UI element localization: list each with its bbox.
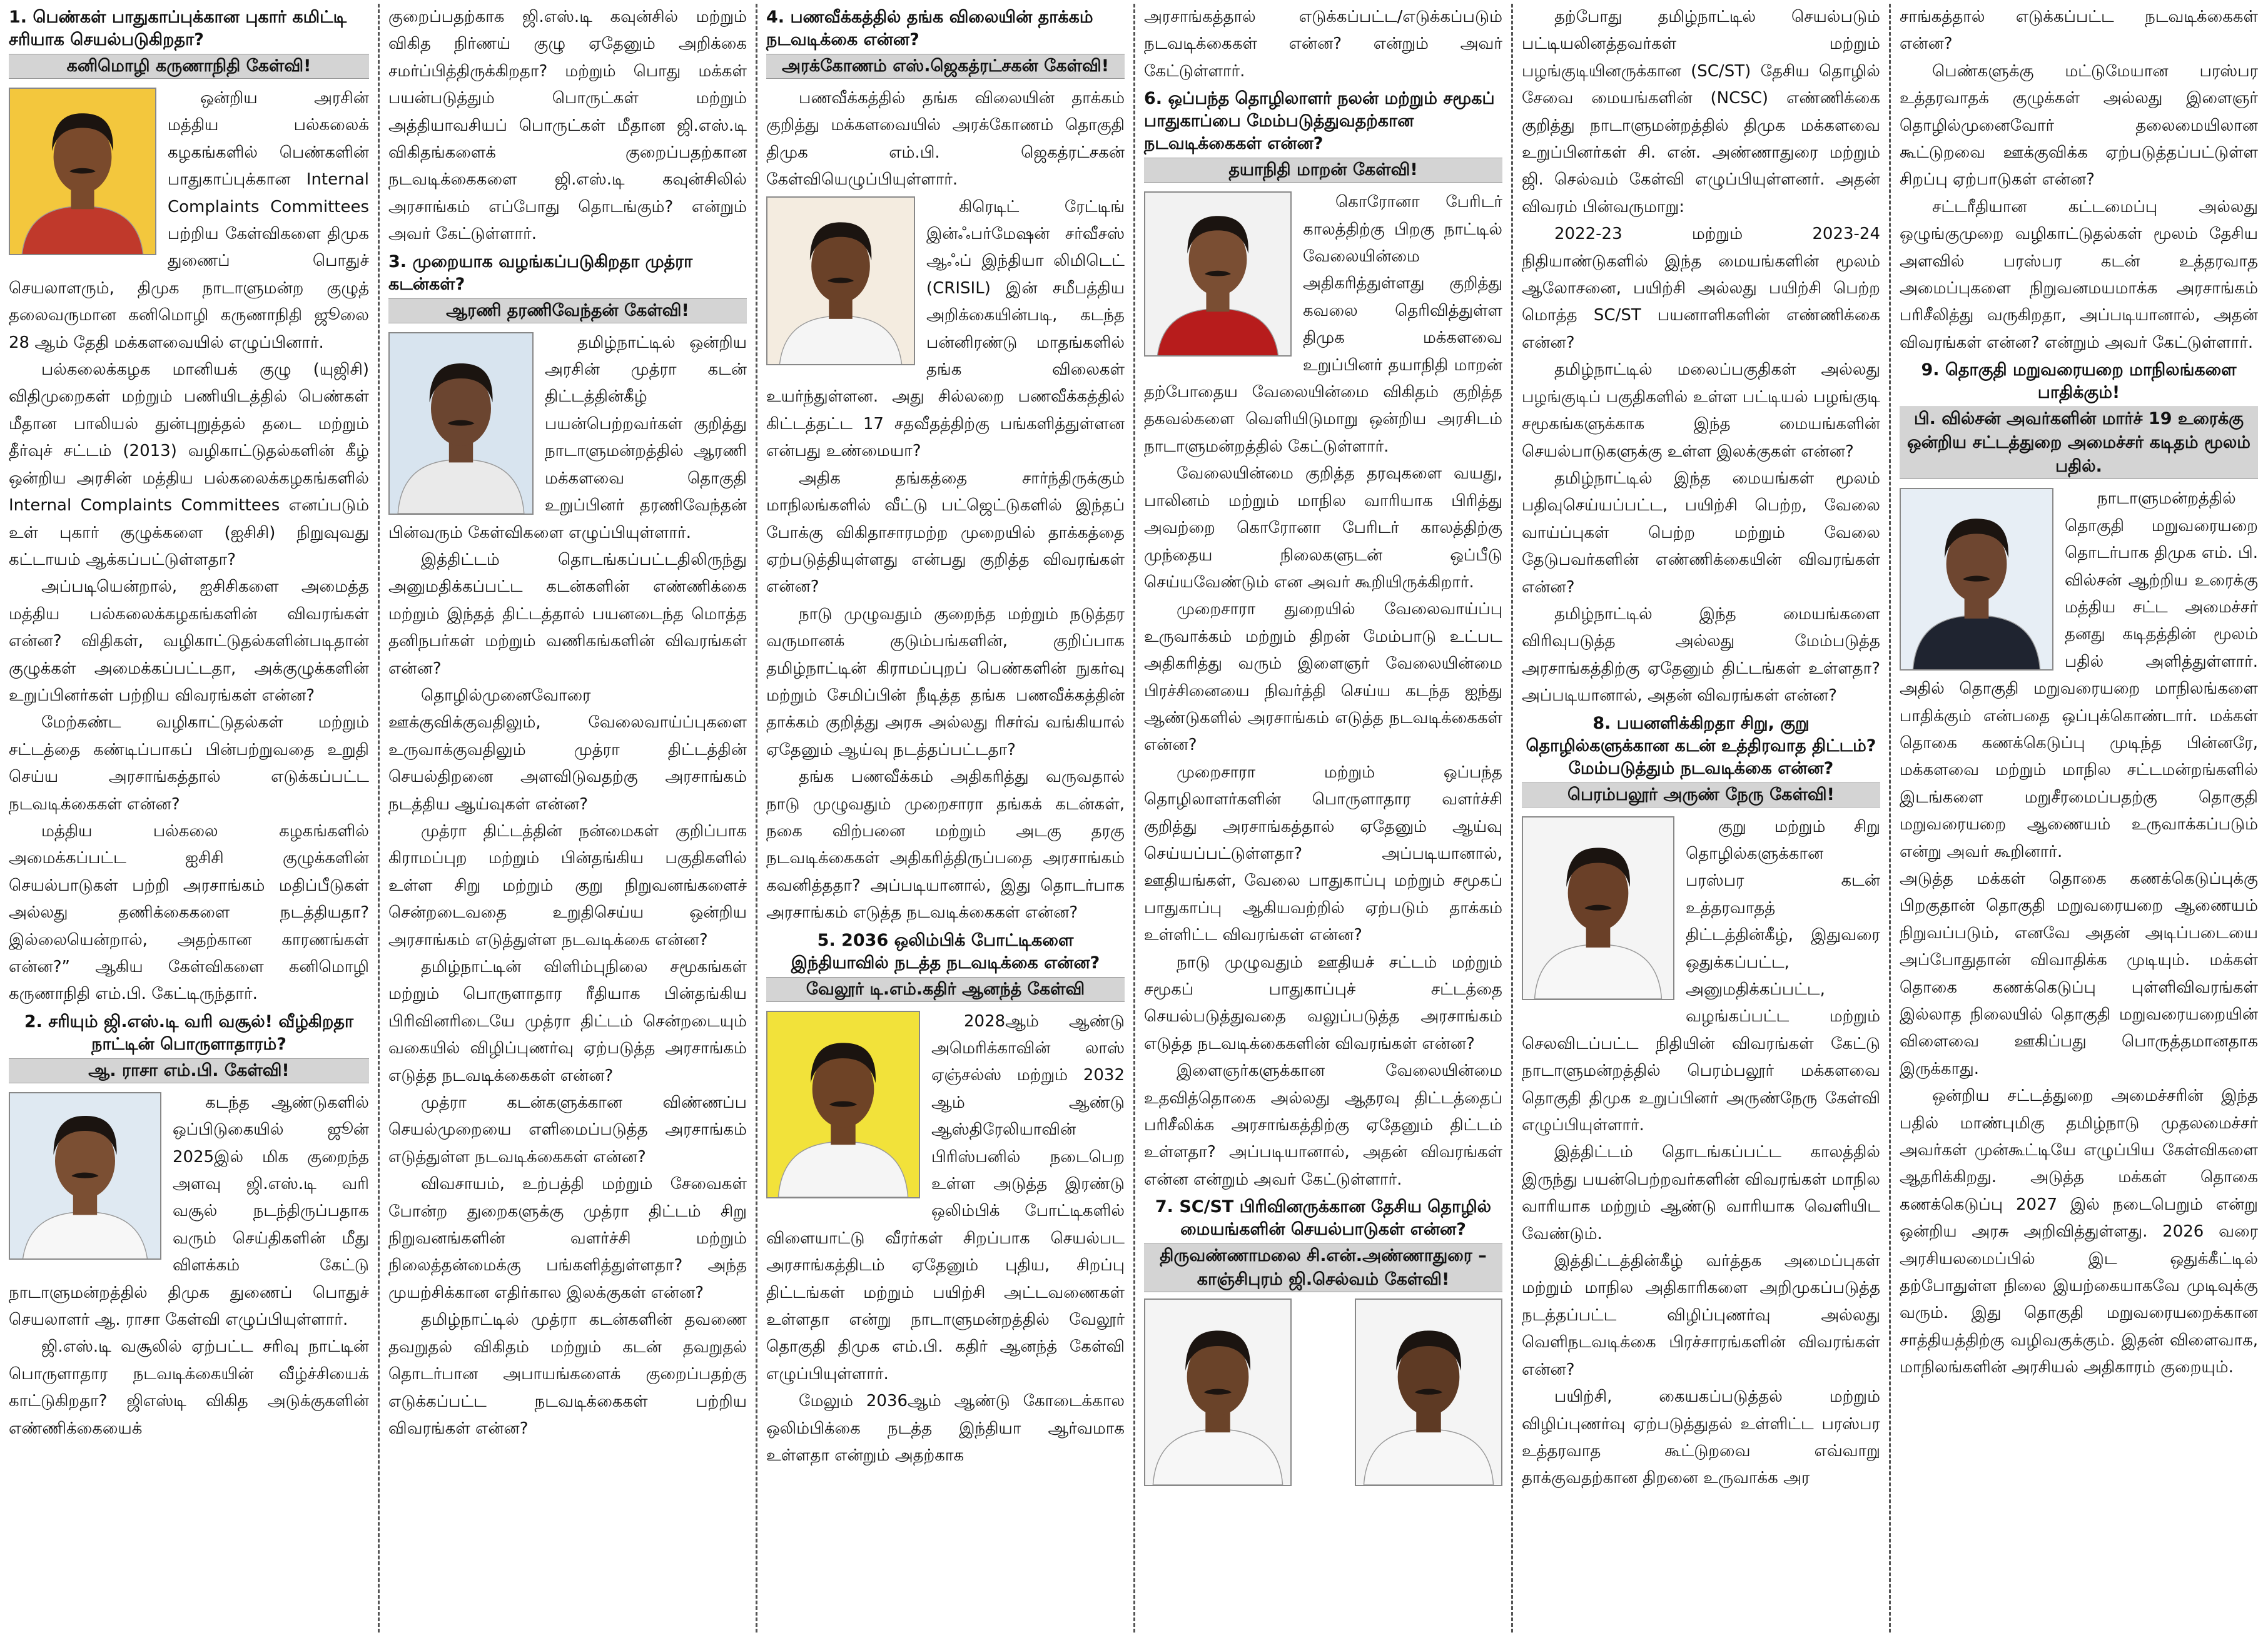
article-paragraph: மேற்கண்ட வழிகாட்டுதல்கள் மற்றும் சட்டத்தை கண்டிப்பாகப் பின்பற்றுவதை உறுதி செய்ய அரசாங்கத்தால் எடுக்கப்பட்ட நடவடிக்கைகள் என்ன? xyxy=(9,713,369,814)
asker-banner: பெரம்பலூர் அருண் நேரு கேள்வி! xyxy=(1522,782,1880,807)
article-paragraph: முறைசாரா மற்றும் ஒப்பந்த தொழிலாளர்களின் பொருளாதார வளர்ச்சி குறித்து அரசாங்கத்தால் ஏதேனும் ஆய்வு செய்யப்பட்டுள்ளதா? அப்படியானால், ஊதியங்கள், வேலை பாதுகாப்பு மற்றும் சமூகப் பாதுகாப்பு ஆகியவற்றில் ஏற்படும் தாக்கம் உள்ளிட்ட விவரங்கள் என்ன? xyxy=(1144,762,1502,945)
article-paragraph: மேலும் 2036ஆம் ஆண்டு கோடைக்கால ஒலிம்பிக்கை நடத்த இந்தியா ஆர்வமாக உள்ளதா என்றும் அதற்காக xyxy=(766,1392,1125,1465)
article-paragraph: தற்போது தமிழ்நாட்டில் செயல்படும் பட்டியலினத்தவர்கள் மற்றும் பழங்குடியினருக்கான (SC/ST) தேசிய தொழில் சேவை மையங்களின் (NCSC) எண்ணிக்கை குறித்து நாடாளுமன்றத்தில் திமுக மக்களவை உறுப்பினர்கள் சி. என். அண்ணாதுரை மற்றும் ஜி. செல்வம் கேள்வி எழுப்பியுள்ளனர். அதன் விவரம் பின்வருமாறு: xyxy=(1522,8,1880,216)
asker-banner: ஆரணி தரணிவேந்தன் கேள்வி! xyxy=(388,298,747,323)
article-paragraph: சட்டரீதியான கட்டமைப்பு அல்லது ஒழுங்குமுறை வழிகாட்டுதல்கள் மூலம் தேசிய அளவில் பரஸ்பர கடன் உத்தரவாத அமைப்புகளை நிறுவனமயமாக்க அரசாங்கம் பரிசீலித்து வருகிறதா, அப்படியானால், அதன் விவரங்கள் என்ன? என்றும் அவர் கேட்டுள்ளார். xyxy=(1900,197,2258,352)
article-paragraph: அப்படியென்றால், ஐசிசிகளை அமைத்த மத்திய பல்கலைக்கழகங்களின் விவரங்கள் என்ன? விதிகள், வழிகாட்டுதல்களின்படிதான் குழுக்கள் அமைக்கப்பட்டதா, அக்குழுக்களின் உறுப்பினர்கள் பற்றிய விவரங்கள் என்ன? xyxy=(9,577,369,705)
article-paragraph: தமிழ்நாட்டில் இந்த மையங்களை விரிவுபடுத்த அல்லது மேம்படுத்த அரசாங்கத்திற்கு ஏதேனும் திட்டங்கள் உள்ளதா? அப்படியானால், அதன் விவரங்கள் என்ன? xyxy=(1522,604,1880,706)
selvam-photo xyxy=(1355,1298,1502,1486)
article-paragraph: ஒன்றிய அரசின் மத்திய பல்கலைக் கழகங்களில் பெண்களின் பாதுகாப்புக்கான Internal Complaints Committees பற்றிய கேள்விகளை திமுக துணைப் பொதுச் செயலாளரும், திமுக நாடாளுமன்ற குழுத் தலைவருமான கனிமொழி கருணாநிதி ஜூலை 28 ஆம் தேதி மக்களவையில் எழுப்பினார். xyxy=(9,89,369,352)
question-title: 8. பயனளிக்கிறதா சிறு, குறு தொழில்களுக்கான கடன் உத்திரவாத திட்டம்? மேம்படுத்தும் நடவடிக்கை என்ன? xyxy=(1526,713,1876,778)
arun-nehru-photo xyxy=(1522,816,1674,1000)
column-3 xyxy=(756,4,1133,1632)
question-title: 4. பணவீக்கத்தில் தங்க விலையின் தாக்கம் நடவடிக்கை என்ன? xyxy=(766,8,1093,49)
column-6 xyxy=(1889,4,2267,1632)
question-title: 5. 2036 ஒலிம்பிக் போட்டிகளை இந்தியாவில் நடத்த நடவடிக்கை என்ன? xyxy=(791,930,1100,973)
article-paragraph: கொரோனா பேரிடர் காலத்திற்கு பிறகு நாட்டில் வேலையின்மை அதிகரித்துள்ளது குறித்து கவலை தெரிவித்துள்ள திமுக மக்களவை உறுப்பினர் தயாநிதி மாறன் தற்போதைய வேலையின்மை விகிதம் குறித்த தகவல்களை வெளியிடுமாறு ஒன்றிய அரசிடம் நாடாளுமன்றத்தில் கேட்டுள்ளார். xyxy=(1144,193,1502,456)
article-paragraph: அடுத்த மக்கள் தொகை கணக்கெடுப்புக்கு பிறகுதான் தொகுதி மறுவரையறை ஆணையம் நிறுவப்படும், எனவே அதன் அடிப்படையை அப்போதுதான் விவாதிக்க முடியும். மக்கள் தொகை கணக்கெடுப்பு புள்ளிவிவரங்கள் இல்லாத நிலையில் தொகுதி மறுவரையறையின் விளைவை ஊகிப்பது பொருத்தமானதாக இருக்காது. xyxy=(1900,869,2258,1078)
article-paragraph: பல்கலைக்கழக மானியக் குழு (யுஜிசி) விதிமுறைகள் மற்றும் பணியிடத்தில் பெண்கள் மீதான பாலியல் துன்புறுத்தல் தடை மற்றும் தீர்வுச் சட்டம் (2013) வழிகாட்டுதல்களின் கீழ் ஒன்றிய அரசின் மத்திய பல்கலைக்கழகங்களில் Internal Complaints Committees எனப்படும் உள் புகார் குழுக்களை (ஐசிசி) நிறுவுவது கட்டாயம் ஆக்கப்பட்டுள்ளதா? xyxy=(9,360,369,569)
article-paragraph: தமிழ்நாட்டில் மலைப்பகுதிகள் அல்லது பழங்குடிப் பகுதிகளில் உள்ள பட்டியல் பழங்குடி சமூகங்களுக்காக இந்த மையங்களின் செயல்பாடுகளுக்கு உள்ள இலக்குகள் என்ன? xyxy=(1522,360,1880,461)
dayanidhi-photo xyxy=(1144,191,1292,357)
question-title: 2. சரியும் ஜி.எஸ்.டி வரி வசூல்! வீழ்கிறதா நாட்டின் பொருளாதாரம்? xyxy=(24,1011,354,1054)
article-paragraph: தமிழ்நாட்டின் விளிம்புநிலை சமூகங்கள் மற்றும் பொருளாதார ரீதியாக பின்தங்கிய பிரிவினரிடையே முத்ரா திட்டம் சென்றடையும் வகையில் விழிப்புணர்வு ஏற்படுத்த அரசாங்கம் எடுத்த நடவடிக்கைகள் என்ன? xyxy=(388,958,747,1085)
article-paragraph: அரசாங்கத்தால் எடுக்கப்பட்ட/எடுக்கப்படும் நடவடிக்கைகள் என்ன? என்றும் அவர் கேட்டுள்ளார். xyxy=(1144,8,1502,81)
article-paragraph: 2022-23 மற்றும் 2023-24 நிதியாண்டுகளில் இந்த மையங்களின் மூலம் ஆலோசனை, பயிற்சி அல்லது பயிற்சி பெற்ற மொத்த SC/ST பயனாளிகளின் எண்ணிக்கை என்ன? xyxy=(1522,225,1880,352)
article-paragraph: விவசாயம், உற்பத்தி மற்றும் சேவைகள் போன்ற துறைகளுக்கு முத்ரா திட்டம் சிறு நிறுவனங்களின் வளர்ச்சி மற்றும் நிலைத்தன்மைக்கு பங்களித்துள்ளதா? அந்த முயற்சிக்கான எதிர்கால இலக்குகள் என்ன? xyxy=(388,1175,747,1302)
photo-pair xyxy=(1144,1298,1502,1486)
question-title: 7. SC/ST பிரிவினருக்கான தேசிய தொழில் மையங்களின் செயல்பாடுகள் என்ன? xyxy=(1155,1197,1492,1240)
column-5 xyxy=(1511,4,1889,1632)
article-paragraph: 2028ஆம் ஆண்டு அமெரிக்காவின் லாஸ் ஏஞ்சல்ஸ் மற்றும் 2032 ஆம் ஆண்டு ஆஸ்திரேலியாவின் பிரிஸ்பனில் நடைபெற உள்ள அடுத்த இரண்டு ஒலிம்பிக் போட்டிகளில் விளையாட்டு வீரர்கள் சிறப்பாக செயல்பட அரசாங்கத்திடம் ஏதேனும் புதிய, சிறப்பு திட்டங்கள் மற்றும் பயிற்சி அட்டவணைகள் உள்ளதா என்று நாடாளுமன்றத்தில் வேலூர் தொகுதி திமுக எம்.பி. கதிர் ஆனந்த் கேள்வி எழுப்பியுள்ளார். xyxy=(766,1011,1125,1384)
article-paragraph: இத்திட்டத்தின்கீழ் வர்த்தக அமைப்புகள் மற்றும் மாநில அதிகாரிகளை அறிமுகப்படுத்த நடத்தப்பட்ட விழிப்புணர்வு அல்லது வெளிநடவடிக்கை பிரச்சாரங்களின் விவரங்கள் என்ன? xyxy=(1522,1252,1880,1379)
article-paragraph: கடந்த ஆண்டுகளில் ஒப்பிடுகையில் ஜூன் 2025இல் மிக குறைந்த அளவு ஜி.எஸ்.டி வரி வசூல் நடந்திருப்பதாக வரும் செய்திகளின் மீது விளக்கம் கேட்டு நாடாளுமன்றத்தில் திமுக துணைப் பொதுச் செயலாளர் ஆ. ராசா கேள்வி எழுப்பியுள்ளார். xyxy=(9,1093,369,1330)
column-4 xyxy=(1133,4,1511,1632)
asker-banner: தயாநிதி மாறன் கேள்வி! xyxy=(1144,158,1502,183)
article-paragraph: முத்ரா திட்டத்தின் நன்மைகள் குறிப்பாக கிராமப்புற மற்றும் பின்தங்கிய பகுதிகளில் உள்ள சிறு மற்றும் குறு நிறுவனங்களைச் சென்றடைவதை உறுதிசெய்ய ஒன்றிய அரசாங்கம் எடுத்துள்ள நடவடிக்கை என்ன? xyxy=(388,821,747,949)
question-title: 3. முறையாக வழங்கப்படுகிறதா முத்ரா கடன்கள்? xyxy=(388,251,693,294)
asker-banner: பி. வில்சன் அவர்களின் மார்ச் 19 உரைக்கு ஒன்றிய சட்டத்துறை அமைச்சர் கடிதம் மூலம் பதில். xyxy=(1900,407,2258,479)
kanimozhi-photo xyxy=(9,88,156,255)
asker-banner: வேலூர் டி.எம்.கதிர் ஆனந்த் கேள்வி xyxy=(766,977,1125,1002)
kathir-anand-photo xyxy=(766,1011,920,1198)
question-title: 6. ஒப்பந்த தொழிலாளர் நலன் மற்றும் சமூகப் பாதுகாப்பை மேம்படுத்துவதற்கான நடவடிக்கைகள் என்ன? xyxy=(1144,89,1495,154)
article-paragraph: ஒன்றிய சட்டத்துறை அமைச்சரின் இந்த பதில் மாண்புமிகு தமிழ்நாடு முதலமைச்சர் அவர்கள் முன்கூட்டியே எழுப்பிய கேள்விகளை ஆதரிக்கிறது. அடுத்த மக்கள் தொகை கணக்கெடுப்பு 2027 இல் நடைபெறும் என்று ஒன்றிய அரசு அறிவித்துள்ளது. 2026 வரை அரசியலமைப்பில் இட ஒதுக்கீட்டில் தற்போதுள்ள நிலை இயற்கையாகவே முடிவுக்கு வரும். இது தொகுதி மறுவரையறைக்கான சாத்தியத்திற்கு வழிவகுக்கும். இதன் விளைவாக, மாநிலங்களின் அரசியல் அதிகாரம் குறையும். xyxy=(1900,1086,2258,1377)
article-paragraph: தமிழ்நாட்டில் ஒன்றிய அரசின் முத்ரா கடன் திட்டத்தின்கீழ் பயன்பெற்றவர்கள் குறித்து நாடாளுமன்றத்தில் ஆரணி மக்களவை தொகுதி உறுப்பினர் தரணிவேந்தன் பின்வரும் கேள்விகளை எழுப்பியுள்ளார். xyxy=(388,333,747,542)
asker-banner: திருவண்ணாமலை சி.என்.அண்ணாதுரை – காஞ்சிபுரம் ஜி.செல்வம் கேள்வி! xyxy=(1144,1243,1502,1292)
jagathrakshakan-photo xyxy=(766,196,915,365)
dharanivendhan-photo xyxy=(388,332,534,515)
article-paragraph: முறைசாரா துறையில் வேலைவாய்ப்பு உருவாக்கம் மற்றும் திறன் மேம்பாடு உட்பட அதிகரித்து வரும் இளைஞர் வேலையின்மை பிரச்சினையை நிவர்த்தி செய்ய கடந்த ஐந்து ஆண்டுகளில் அரசாங்கம் எடுத்த நடவடிக்கைகள் என்ன? xyxy=(1144,600,1502,755)
article-paragraph: தொழில்முனைவோரை ஊக்குவிக்குவதிலும், வேலைவாய்ப்புகளை உருவாக்குவதிலும் முத்ரா திட்டத்தின் செயல்திறனை அளவிடுவதற்கு அரசாங்கம் நடத்திய ஆய்வுகள் என்ன? xyxy=(388,686,747,814)
article-paragraph: தங்க பணவீக்கம் அதிகரித்து வருவதால் நாடு முழுவதும் முறைசாரா தங்கக் கடன்கள், நகை விற்பனை மற்றும் அடகு தரகு நடவடிக்கைகள் அதிகரித்திருப்பதை அரசாங்கம் கவனித்ததா? அப்படியானால், இது தொடர்பாக அரசாங்கம் எடுத்த நடவடிக்கைகள் என்ன? xyxy=(766,767,1125,923)
article-paragraph: தமிழ்நாட்டில் முத்ரா கடன்களின் தவணை தவறுதல் விகிதம் மற்றும் கடன் தவறுதல் தொடர்பான அபாயங்களைக் குறைப்பதற்கு எடுக்கப்பட்ட நடவடிக்கைகள் பற்றிய விவரங்கள் என்ன? xyxy=(388,1310,747,1438)
article-paragraph: பணவீக்கத்தில் தங்க விலையின் தாக்கம் குறித்து மக்களவையில் அரக்கோணம் தொகுதி திமுக எம்.பி. ஜெகத்ரட்சகன் கேள்வியெழுப்பியுள்ளார். xyxy=(766,89,1125,190)
article-paragraph: பயிற்சி, கையகப்படுத்தல் மற்றும் விழிப்புணர்வு ஏற்படுத்துதல் உள்ளிட்ட பரஸ்பர உத்தரவாத கூட்டுறவை எவ்வாறு தாக்குவதற்கான திறனை உருவாக்க அர xyxy=(1522,1387,1880,1488)
annadurai-photo xyxy=(1144,1298,1292,1486)
article-paragraph: குறு மற்றும் சிறு தொழில்களுக்கான பரஸ்பர கடன் உத்தரவாதத் திட்டத்தின்கீழ், இதுவரை ஒதுக்கப்பட்ட, அனுமதிக்கப்பட்ட, வழங்கப்பட்ட மற்றும் செலவிடப்பட்ட நிதியின் விவரங்கள் கேட்டு நாடாளுமன்றத்தில் பெரம்பலூர் மக்களவை தொகுதி திமுக உறுப்பினர் அருண்நேரு கேள்வி எழுப்பியுள்ளார். xyxy=(1522,817,1880,1135)
column-1 xyxy=(0,4,378,1632)
article-paragraph: நாடாளுமன்றத்தில் தொகுதி மறுவரையறை தொடர்பாக திமுக எம். பி. வில்சன் ஆற்றிய உரைக்கு மத்திய சட்ட அமைச்சர் தனது கடிதத்தின் மூலம் பதில் அளித்துள்ளார். அதில் தொகுதி மறுவரையறை மாநிலங்களை பாதிக்கும் என்பதை ஒப்புக்கொண்டார். மக்கள் தொகை கணக்கெடுப்பு முடிந்த பின்னரே, மக்களவை மற்றும் மாநில சட்டமன்றங்களில் இடங்களை மறுசீரமைப்பதற்கு தொகுதி மறுவரையறை ஆணையம் உருவாக்கப்படும் என்று அவர் கூறினார். xyxy=(1900,489,2258,861)
article-paragraph: முத்ரா கடன்களுக்கான விண்ணப்ப செயல்முறையை எளிமைப்படுத்த அரசாங்கம் எடுத்துள்ள நடவடிக்கைகள் என்ன? xyxy=(388,1093,747,1167)
article-paragraph: மத்திய பல்கலை கழகங்களில் அமைக்கப்பட்ட ஐசிசி குழுக்களின் செயல்பாடுகள் பற்றி அரசாங்கம் மதிப்பீடுகள் அல்லது தணிக்கைகளை நடத்தியதா? இல்லையென்றால், அதற்கான காரணங்கள் என்ன?” ஆகிய கேள்விகளை கனிமொழி கருணாநிதி எம்.பி. கேட்டிருந்தார். xyxy=(9,821,369,1004)
article-paragraph: நாடு முழுவதும் குறைந்த மற்றும் நடுத்தர வருமானக் குடும்பங்களின், குறிப்பாக தமிழ்நாட்டின் கிராமப்புறப் பெண்களின் நுகர்வு மற்றும் சேமிப்பின் நீடித்த தங்க பணவீக்கத்தின் தாக்கம் குறித்து அரசு அல்லது ரிசர்வ் வங்கியால் ஏதேனும் ஆய்வு நடத்தப்பட்டதா? xyxy=(766,604,1125,759)
article-paragraph: கிரெடிட் ரேட்டிங் இன்ஃபர்மேஷன் சர்வீசஸ் ஆஃப் இந்தியா லிமிடெட் (CRISIL) இன் சமீபத்திய அறிக்கையின்படி, கடந்த பன்னிரண்டு மாதங்களில் தங்க விலைகள் உயர்ந்துள்ளன. அது சில்லறை பணவீக்கத்தில் கிட்டத்தட்ட 17 சதவீதத்திற்கு பங்களித்துள்ளன என்பது உண்மையா? xyxy=(766,197,1125,461)
asker-banner: ஆ. ராசா எம்.பி. கேள்வி! xyxy=(9,1058,369,1083)
raja-photo xyxy=(9,1092,161,1260)
article-paragraph: ஜி.எஸ்.டி வசூலில் ஏற்பட்ட சரிவு நாட்டின் பொருளாதார நடவடிக்கையின் வீழ்ச்சியைக் காட்டுகிறதா? ஜிஎஸ்டி விகித அடுக்குகளின் எண்ணிக்கையைக் xyxy=(9,1337,369,1438)
article-paragraph: சாங்கத்தால் எடுக்கப்பட்ட நடவடிக்கைகள் என்ன? xyxy=(1900,8,2258,54)
article-paragraph: வேலையின்மை குறித்த தரவுகளை வயது, பாலினம் மற்றும் மாநில வாரியாக பிரித்து அவற்றை கொரோனா பேரிடர் காலத்திற்கு முந்தைய நிலைகளுடன் ஒப்பீடு செய்யவேண்டும் என அவர் கூறியிருக்கிறார். xyxy=(1144,464,1502,592)
wilson-photo xyxy=(1900,488,2053,671)
article-paragraph: குறைப்பதற்காக ஜி.எஸ்.டி கவுன்சில் மற்றும் விகித நிர்ணய் குழு ஏதேனும் அறிக்கை சமர்ப்பித்திருக்கிறதா? மற்றும் பொது மக்கள் பயன்படுத்தும் பொருட்கள் மற்றும் அத்தியாவசியப் பொருட்கள் மீதான ஜி.எஸ்.டி விகிதங்களைக் குறைப்பதற்கான நடவடிக்கைகளை ஜி.எஸ்.டி கவுன்சிலில் அரசாங்கம் எப்போது தொடங்கும்? என்றும் அவர் கேட்டுள்ளார். xyxy=(388,8,747,244)
asker-banner: கனிமொழி கருணாநிதி கேள்வி! xyxy=(9,54,369,79)
question-title: 1. பெண்கள் பாதுகாப்புக்கான புகார் கமிட்டி சரியாக செயல்படுகிறதா? xyxy=(9,8,347,49)
article-paragraph: இளைஞர்களுக்கான வேலையின்மை உதவித்தொகை அல்லது ஆதரவு திட்டத்தைப் பரிசீலிக்க அரசாங்கத்திற்கு ஏதேனும் திட்டம் உள்ளதா? அப்படியானால், அதன் விவரங்கள் என்ன என்றும் அவர் கேட்டுள்ளார். xyxy=(1144,1061,1502,1189)
article-paragraph: பெண்களுக்கு மட்டுமேயான பரஸ்பர உத்தரவாதக் குழுக்கள் அல்லது இளைஞர் தொழில்முனைவோர் தலைமையிலான கூட்டுறவை ஊக்குவிக்க ஏற்படுத்தப்பட்டுள்ள சிறப்பு ஏற்பாடுகள் என்ன? xyxy=(1900,61,2258,190)
column-2 xyxy=(378,4,756,1632)
asker-banner: அரக்கோணம் எஸ்.ஜெகத்ரட்சகன் கேள்வி! xyxy=(766,54,1125,79)
article-paragraph: அதிக தங்கத்தை சார்ந்திருக்கும் மாநிலங்களில் வீட்டு பட்ஜெட்டுகளில் இந்தப் போக்கு விகிதாசாரமற்ற முறையில் தாக்கத்தை ஏற்படுத்தியுள்ளது என்பது குறித்த விவரங்கள் என்ன? xyxy=(766,468,1125,597)
article-paragraph: நாடு முழுவதும் ஊதியச் சட்டம் மற்றும் சமூகப் பாதுகாப்புச் சட்டத்தை செயல்படுத்துவதை வலுப்படுத்த அரசாங்கம் எடுத்த நடவடிக்கைகளின் விவரங்கள் என்ன? xyxy=(1144,953,1502,1053)
article-paragraph: இத்திட்டம் தொடங்கப்பட்டதிலிருந்து அனுமதிக்கப்பட்ட கடன்களின் எண்ணிக்கை மற்றும் இந்தத் திட்டத்தால் பயனடைந்த மொத்த தனிநபர்கள் மற்றும் வணிகங்களின் விவரங்கள் என்ன? xyxy=(388,550,747,678)
question-title: 9. தொகுதி மறுவரையறை மாநிலங்களை பாதிக்கும்! xyxy=(1921,360,2237,403)
article-paragraph: தமிழ்நாட்டில் இந்த மையங்கள் மூலம் பதிவுசெய்யப்பட்ட, பயிற்சி பெற்ற, வேலை வாய்ப்புகள் பெற்ற மற்றும் வேலை தேடுபவர்களின் எண்ணிக்கையின் விவரங்கள் என்ன? xyxy=(1522,468,1880,597)
article-paragraph: இத்திட்டம் தொடங்கப்பட்ட காலத்தில் இருந்து பயன்பெற்றவர்களின் விவரங்கள் மாநில வாரியாக மற்றும் ஆண்டு வாரியாக வெளியிட வேண்டும். xyxy=(1522,1143,1880,1243)
